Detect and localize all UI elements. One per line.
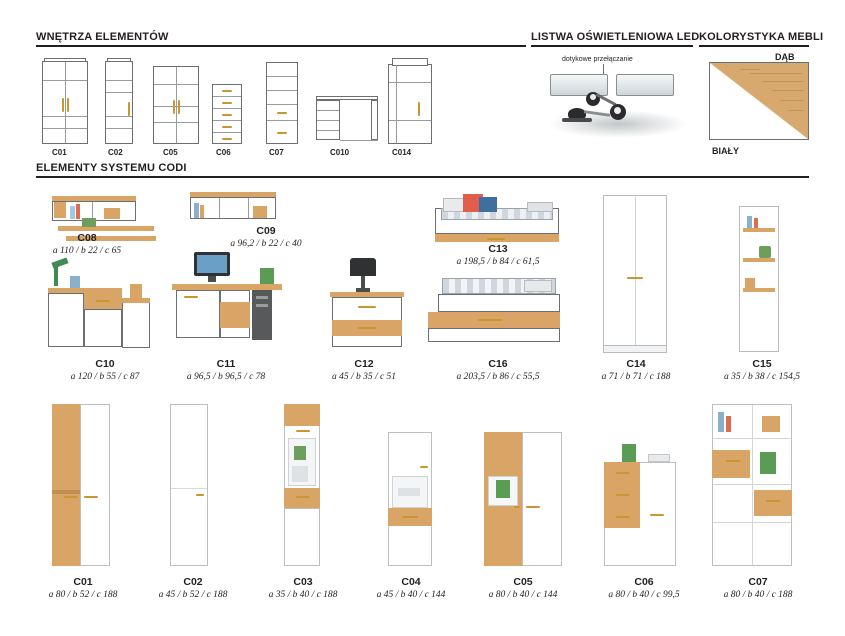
color-label-white: BIAŁY — [712, 146, 739, 156]
dims-c12: a 45 / b 35 / c 51 — [331, 372, 397, 382]
rule-interior — [36, 45, 526, 47]
caption-c15 — [695, 358, 829, 384]
interior-drawing-c010 — [316, 96, 378, 144]
interior-drawing-c02 — [105, 58, 133, 144]
caption-c07-bottom — [694, 576, 822, 602]
dims-c01-bottom: a 80 / b 52 / c 188 — [48, 590, 118, 600]
caption-c14 — [572, 358, 700, 384]
led-illustration — [540, 70, 690, 140]
rule-led — [531, 45, 693, 47]
caption-c04 — [350, 576, 472, 602]
product-image-c06-bottom — [604, 462, 680, 568]
product-image-c10 — [48, 258, 158, 354]
product-image-c11 — [172, 250, 292, 354]
code-c01-bottom: C01 — [73, 576, 93, 588]
interior-drawing-c014 — [388, 58, 432, 144]
product-image-c03 — [284, 404, 324, 568]
led-note: dotykowe przełączanie — [562, 56, 633, 63]
rule-colors — [699, 45, 809, 47]
product-image-c12 — [330, 258, 410, 354]
product-image-c15 — [729, 206, 793, 354]
code-c08: C08 — [77, 232, 97, 244]
caption-c10 — [40, 358, 170, 384]
code-c14: C14 — [626, 358, 646, 370]
code-c06-bottom: C06 — [634, 576, 654, 588]
product-image-c01 — [52, 404, 112, 568]
caption-c02-bottom — [132, 576, 254, 602]
interior-label-c014: C014 — [392, 148, 412, 157]
color-swatch — [709, 62, 809, 140]
dims-c02-bottom: a 45 / b 52 / c 188 — [158, 590, 228, 600]
interior-drawing-c06 — [212, 84, 242, 144]
caption-c06-bottom — [580, 576, 708, 602]
code-c03: C03 — [293, 576, 313, 588]
interior-drawing-c07 — [266, 62, 298, 144]
code-c07-bottom: C07 — [748, 576, 768, 588]
interior-label-c01: C01 — [52, 148, 67, 157]
caption-c13 — [428, 243, 568, 269]
caption-c09 — [196, 225, 336, 251]
dims-c08: a 110 / b 22 / c 65 — [52, 246, 122, 256]
dims-c09: a 96,2 / b 22 / c 40 — [230, 239, 302, 249]
code-c02-bottom: C02 — [183, 576, 203, 588]
product-image-c05-bottom — [484, 432, 566, 568]
interior-drawing-c05 — [153, 66, 199, 144]
product-image-c02 — [170, 404, 212, 568]
code-c05-bottom: C05 — [513, 576, 533, 588]
caption-c12 — [300, 358, 428, 384]
product-image-c07-bottom — [712, 404, 796, 568]
code-c16: C16 — [488, 358, 508, 370]
section-title-system: ELEMENTY SYSTEMU CODI — [36, 162, 187, 174]
interior-label-c07: C07 — [269, 148, 284, 157]
code-c11: C11 — [216, 358, 236, 370]
caption-c03 — [242, 576, 364, 602]
product-image-c14 — [603, 195, 671, 355]
caption-c01-bottom — [22, 576, 144, 602]
dims-c04: a 45 / b 40 / c 144 — [376, 590, 446, 600]
rule-system — [36, 176, 809, 178]
dims-c07-bottom: a 80 / b 40 / c 188 — [723, 590, 793, 600]
product-image-c04 — [388, 432, 434, 568]
caption-c08 — [22, 232, 152, 258]
code-c09: C09 — [256, 225, 276, 237]
dims-c05-bottom: a 80 / b 40 / c 144 — [488, 590, 558, 600]
interior-label-c02: C02 — [108, 148, 123, 157]
section-title-colors: KOLORYSTYKA MEBLI — [699, 31, 824, 43]
code-c10: C10 — [95, 358, 115, 370]
dims-c10: a 120 / b 55 / c 87 — [70, 372, 140, 382]
dims-c15: a 35 / b 38 / c 154,5 — [724, 372, 800, 382]
dims-c11: a 96,5 / b 96,5 / c 78 — [186, 372, 266, 382]
code-c04: C04 — [401, 576, 421, 588]
section-title-interior: WNĘTRZA ELEMENTÓW — [36, 31, 169, 43]
dims-c06-bottom: a 80 / b 40 / c 99,5 — [608, 590, 680, 600]
interior-label-c010: C010 — [330, 148, 350, 157]
dims-c16: a 203,5 / b 86 / c 55,5 — [456, 372, 540, 382]
caption-c16 — [424, 358, 572, 384]
dims-c14: a 71 / b 71 / c 188 — [601, 372, 671, 382]
caption-c05-bottom — [462, 576, 584, 602]
code-c13: C13 — [488, 243, 508, 255]
section-title-led: LISTWA OŚWIETLENIOWA LED — [531, 31, 700, 43]
code-c15: C15 — [752, 358, 772, 370]
dims-c13: a 198,5 / b 84 / c 61,5 — [456, 257, 540, 267]
caption-c11 — [158, 358, 294, 384]
dims-c03: a 35 / b 40 / c 188 — [268, 590, 338, 600]
color-label-oak: DĄB — [775, 52, 795, 62]
interior-label-c06: C06 — [216, 148, 231, 157]
interior-drawing-c01 — [42, 58, 88, 144]
code-c12: C12 — [354, 358, 374, 370]
product-image-c16 — [428, 278, 564, 354]
interior-label-c05: C05 — [163, 148, 178, 157]
